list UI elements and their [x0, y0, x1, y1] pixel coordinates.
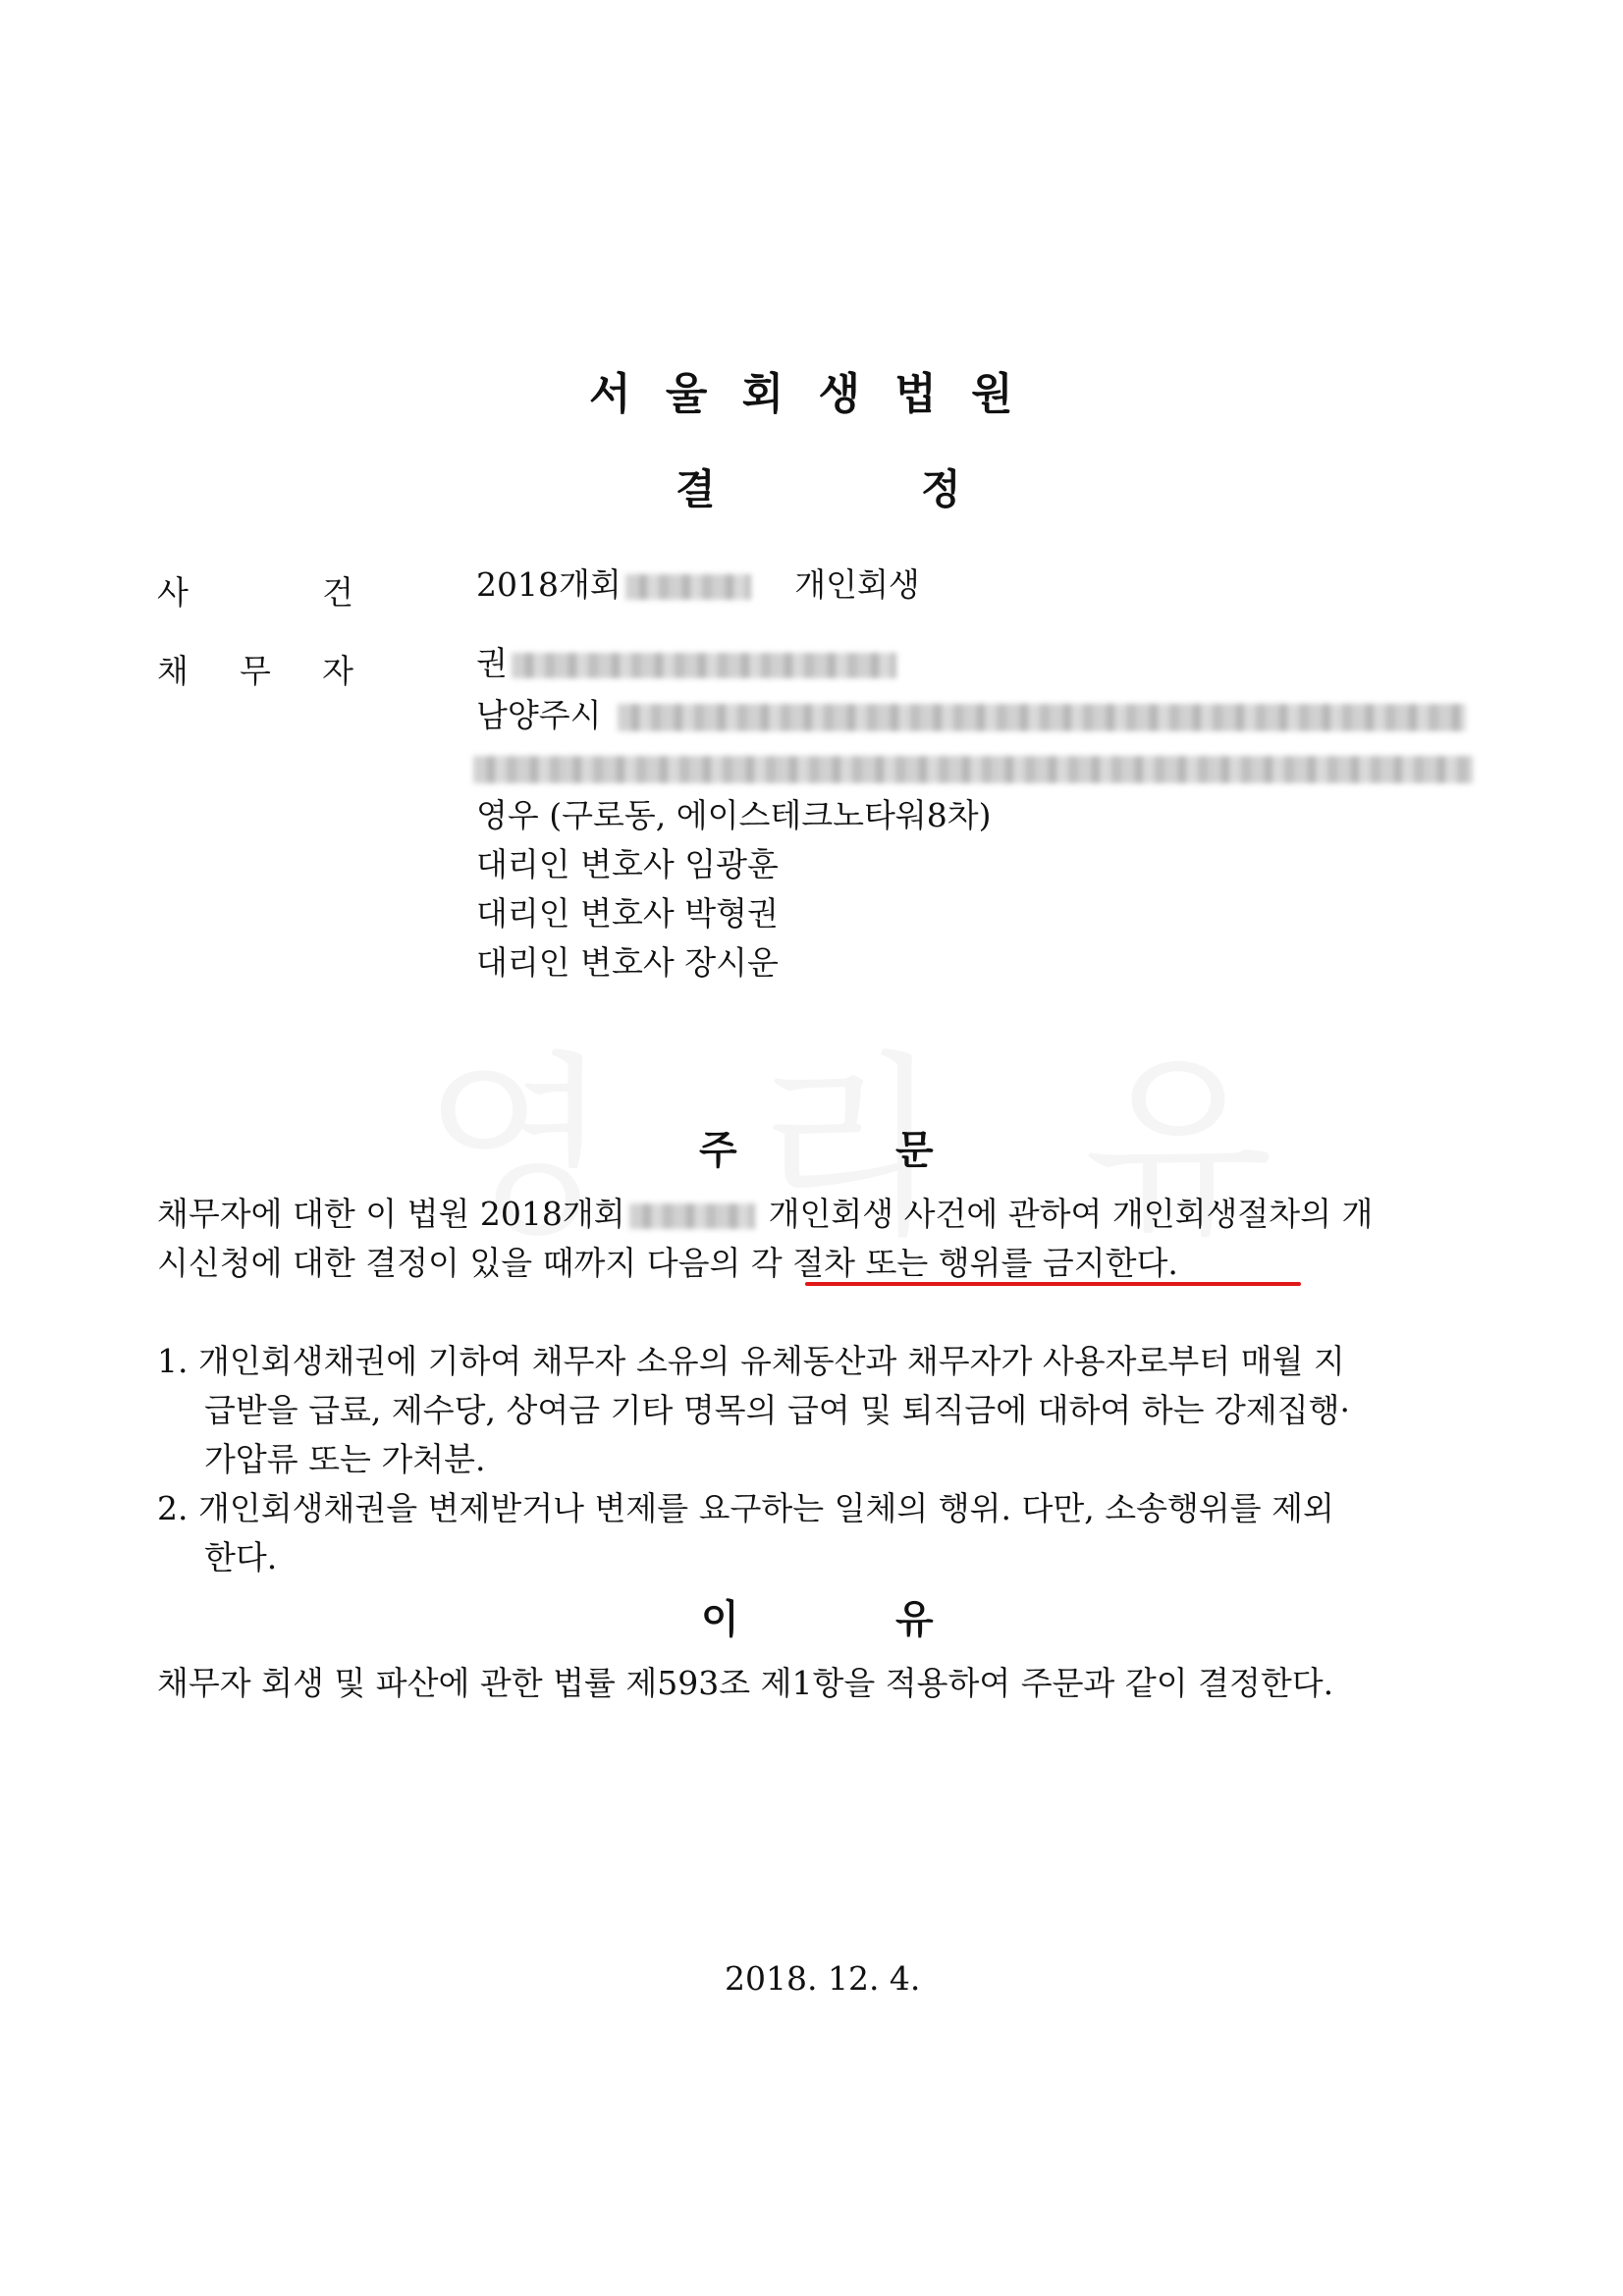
reason-heading-left: 이: [701, 1597, 739, 1642]
item-2-line-1: 2. 개인회생채권을 변제받거나 변제를 요구하는 일체의 행위. 다만, 소송행위를 제외: [157, 1489, 1334, 1527]
case-type: 개인회생: [794, 565, 920, 604]
red-underline-annotation: [805, 1282, 1301, 1286]
doc-type-left: 결: [676, 465, 716, 513]
reason-text: 채무자 회생 및 파산에 관한 법률 제593조 제1항을 적용하여 주문과 같이 결정한다.: [157, 1664, 1334, 1702]
case-number-prefix: 2018개회: [476, 565, 622, 604]
order-heading-left: 주: [699, 1128, 737, 1173]
item-1-line-2: 급받을 급료, 제수당, 상여금 기타 명목의 급여 및 퇴직금에 대하여 하는 강제집행·: [204, 1391, 1350, 1429]
lawyer-2: 대리인 변호사 박형권: [476, 894, 779, 933]
court-title: 서 울 회 생 법 원: [589, 369, 1023, 419]
order-heading-right: 문: [895, 1128, 934, 1173]
reason-heading-right: 유: [895, 1597, 934, 1642]
debtor-address-cont: [473, 743, 1473, 792]
redacted-case-number: [625, 574, 751, 600]
redacted-order-case-number: [629, 1203, 755, 1229]
redacted-debtor-id: [512, 653, 896, 678]
debtor-address: [476, 691, 1466, 740]
decision-date: 2018. 12. 4.: [725, 1959, 921, 1998]
case-number: [476, 561, 920, 610]
case-label: 사 건: [157, 573, 353, 612]
item-1-line-3: 가압류 또는 가처분.: [204, 1440, 486, 1478]
lawyer-3: 대리인 변호사 장시운: [476, 943, 779, 982]
item-1-line-1: 1. 개인회생채권에 기하여 채무자 소유의 유체동산과 채무자가 사용자로부터 매월 지: [157, 1342, 1345, 1380]
doc-type-right: 정: [921, 465, 961, 513]
debtor-label: 채 무 자: [157, 652, 353, 690]
debtor-name-prefix: 권: [476, 644, 508, 682]
redacted-address-2: [473, 756, 1473, 783]
debtor-name: [476, 639, 896, 688]
order-line-1: [157, 1190, 1373, 1239]
lawyer-1: 대리인 변호사 임광훈: [476, 845, 779, 883]
item-2-line-2: 한다.: [204, 1538, 278, 1576]
redacted-address-1: [618, 704, 1466, 731]
order-line-2: 시신청에 대한 결정이 있을 때까지 다음의 각 절차 또는 행위를 금지한다.: [157, 1244, 1178, 1282]
order-line-1-post: 개인회생 사건에 관하여 개인회생절차의 개: [768, 1195, 1374, 1233]
order-line-1-pre: 채무자에 대한 이 법원 2018개회: [157, 1195, 625, 1233]
debtor-address-prefix: 남양주시: [476, 696, 602, 734]
debtor-agent: 영우 (구로동, 에이스테크노타워8차): [476, 796, 992, 834]
